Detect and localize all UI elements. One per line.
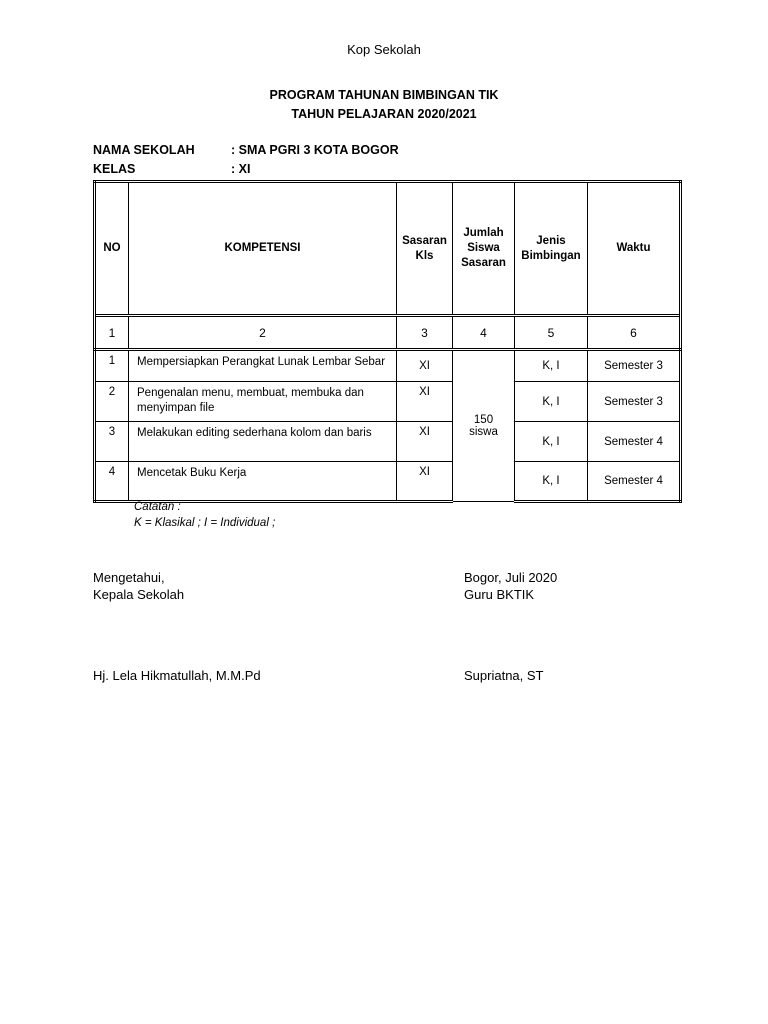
table-header-row xyxy=(95,182,681,316)
column-number: 1 xyxy=(95,316,129,350)
document-title: PROGRAM TAHUNAN BIMBINGAN TIK xyxy=(269,88,499,102)
signature-right-title: Guru BKTIK xyxy=(464,587,535,602)
row-waktu: Semester 3 xyxy=(588,350,681,382)
header-sasaran-kls: Sasaran Kls xyxy=(397,182,453,316)
signature-left-line1: Mengetahui, xyxy=(93,570,165,585)
header-waktu: Waktu xyxy=(588,182,681,316)
row-sasaran-kls: XI xyxy=(397,382,453,422)
row-no: 4 xyxy=(95,462,129,502)
header-no: NO xyxy=(95,182,129,316)
signature-right-date: Bogor, Juli 2020 xyxy=(464,570,558,585)
row-no: 1 xyxy=(95,350,129,382)
notes-title: Catatan : xyxy=(134,501,181,513)
header-jumlah-siswa: Jumlah Siswa Sasaran xyxy=(453,182,515,316)
header-kompetensi: KOMPETENSI xyxy=(129,182,397,316)
school-name-label: NAMA SEKOLAH xyxy=(93,143,195,157)
row-kompetensi: Pengenalan menu, membuat, membuka dan menyimpan file xyxy=(129,382,397,422)
row-no: 3 xyxy=(95,422,129,462)
row-jenis-bimbingan: K, I xyxy=(515,350,588,382)
header-jenis-bimbingan: Jenis Bimbingan xyxy=(515,182,588,316)
notes-legend: K = Klasikal ; I = Individual ; xyxy=(134,517,276,529)
row-kompetensi: Mencetak Buku Kerja xyxy=(129,462,397,502)
row-jenis-bimbingan: K, I xyxy=(515,382,588,422)
row-kompetensi: Melakukan editing sederhana kolom dan baris xyxy=(129,422,397,462)
jumlah-unit: siswa xyxy=(469,426,498,438)
column-number: 2 xyxy=(129,316,397,350)
column-number: 3 xyxy=(397,316,453,350)
program-table xyxy=(93,180,682,503)
row-no: 2 xyxy=(95,382,129,422)
letterhead-placeholder: Kop Sekolah xyxy=(347,42,421,57)
column-number: 6 xyxy=(588,316,681,350)
row-waktu: Semester 3 xyxy=(588,382,681,422)
signature-left-name: Hj. Lela Hikmatullah, M.M.Pd xyxy=(93,668,261,683)
class-value: : XI xyxy=(231,162,251,176)
row-jenis-bimbingan: K, I xyxy=(515,422,588,462)
signature-left-title: Kepala Sekolah xyxy=(93,587,185,602)
row-kompetensi: Mempersiapkan Perangkat Lunak Lembar Sebar xyxy=(129,350,397,382)
table-row xyxy=(95,462,681,502)
row-jumlah-siswa xyxy=(453,350,515,502)
row-jenis-bimbingan: K, I xyxy=(515,462,588,502)
document-subtitle: TAHUN PELAJARAN 2020/2021 xyxy=(291,107,477,121)
table-row xyxy=(95,350,681,382)
column-number: 4 xyxy=(453,316,515,350)
column-number-row xyxy=(95,316,681,350)
class-label: KELAS xyxy=(93,162,136,176)
school-name-value: : SMA PGRI 3 KOTA BOGOR xyxy=(231,143,399,157)
signature-right-name: Supriatna, ST xyxy=(464,668,544,683)
table-row xyxy=(95,422,681,462)
row-sasaran-kls: XI xyxy=(397,350,453,382)
column-number: 5 xyxy=(515,316,588,350)
row-waktu: Semester 4 xyxy=(588,422,681,462)
table-row xyxy=(95,382,681,422)
row-sasaran-kls: XI xyxy=(397,462,453,502)
jumlah-value: 150 xyxy=(473,414,494,426)
row-sasaran-kls: XI xyxy=(397,422,453,462)
row-waktu: Semester 4 xyxy=(588,462,681,502)
